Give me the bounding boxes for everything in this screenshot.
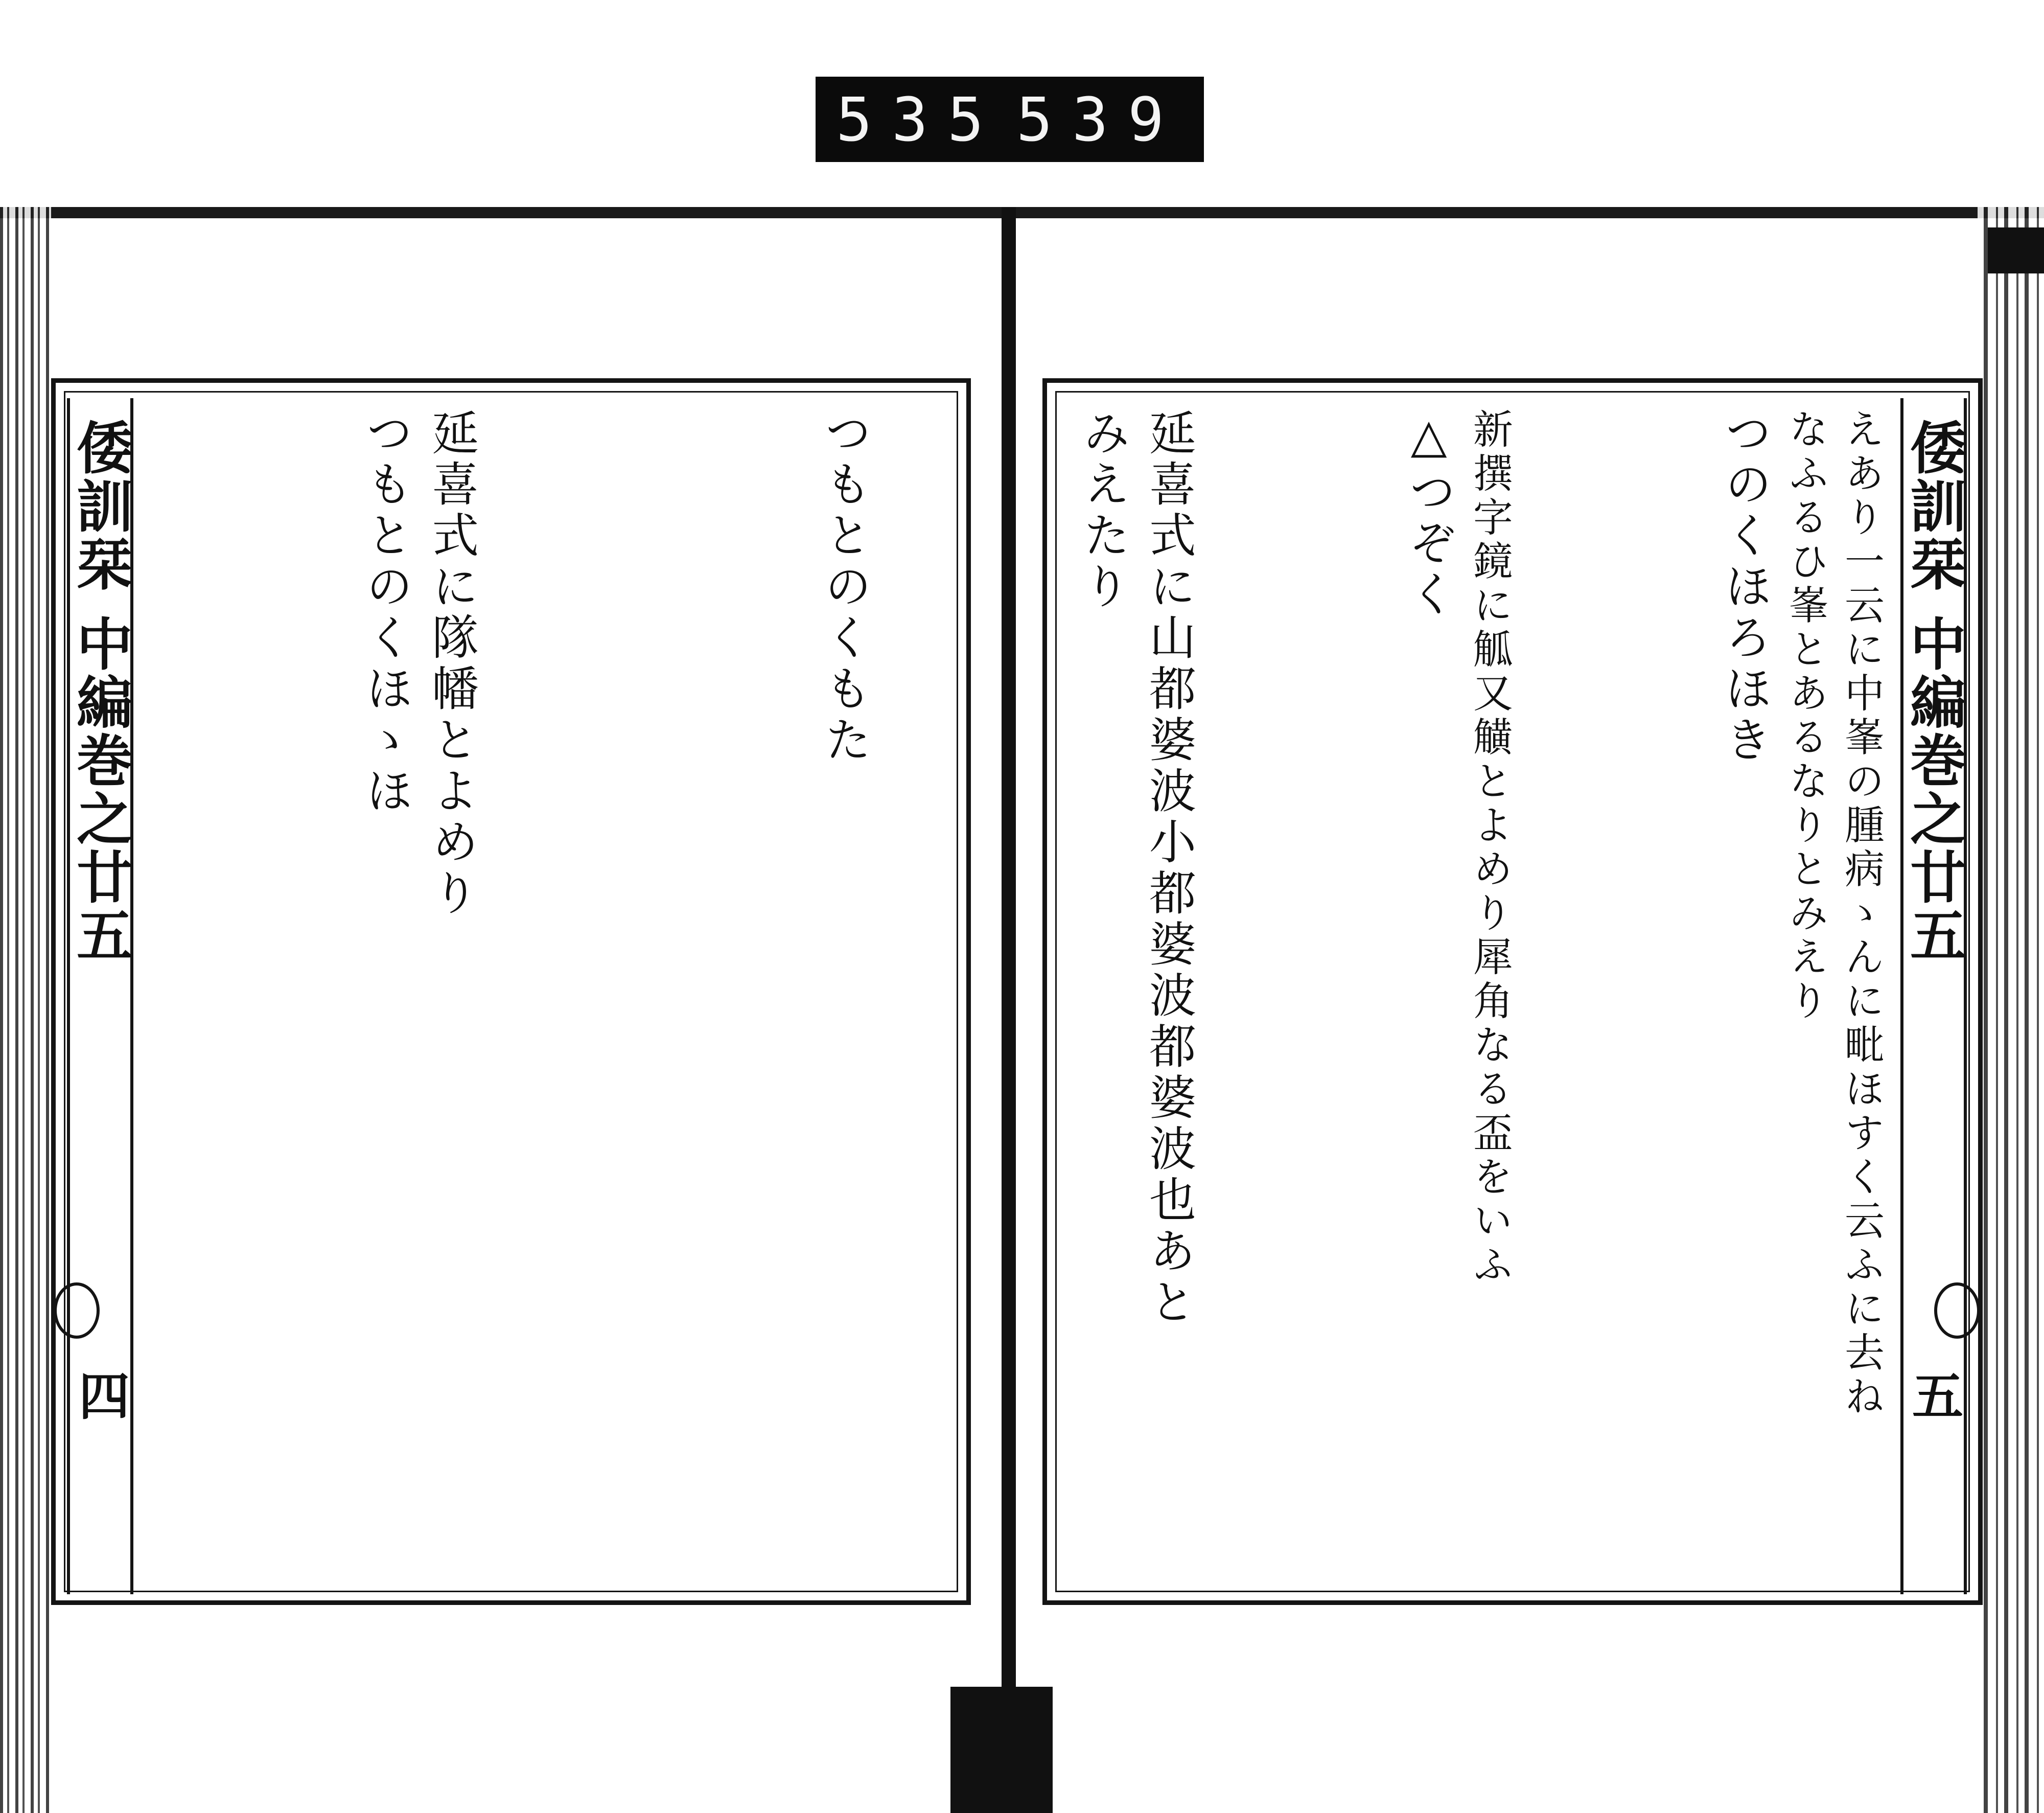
book-top-edge [0, 207, 2044, 218]
left-page-margin-column [67, 398, 133, 1594]
frame-number-left: 535 [836, 84, 1004, 155]
text-line: △つぞく [1401, 408, 1456, 621]
text-line: 延喜式に隊幡とよめり [424, 408, 479, 920]
book-right-tab [1988, 227, 2044, 273]
right-page-folio: 五 [1903, 1369, 1964, 1420]
text-line: みえたり [1076, 408, 1131, 613]
right-page-margin-column [1900, 398, 1967, 1594]
book-left-edge [0, 207, 51, 1813]
left-page-text [69, 408, 877, 1579]
right-page-text [1071, 408, 1889, 1579]
frame-number-right: 539 [1016, 84, 1183, 155]
left-page-folio: 四 [70, 1369, 130, 1420]
left-page-running-title: 倭訓栞 中編巻之廿五 [67, 419, 133, 965]
right-page-running-title: 倭訓栞 中編巻之廿五 [1901, 419, 1967, 965]
text-line: つのくほろほき [1717, 408, 1772, 766]
text-line: つもとのくほゝほ [358, 408, 413, 817]
left-page [51, 378, 971, 1605]
text-line: 新撰字鏡に觚又觵とよめり犀角なる盃をいふ [1466, 408, 1513, 1288]
frame-number-label [816, 77, 1204, 162]
text-line: つもとのくもた [817, 408, 872, 766]
text-line: なふるひ峯とあるなりとみえり [1782, 408, 1828, 1024]
right-page [1042, 378, 1983, 1605]
gutter-shadow [950, 1687, 1053, 1813]
book-right-edge [1978, 207, 2044, 1813]
text-line: えあり一云に中峯の腫病ゝんに毗ほすく云ふに去ね [1838, 408, 1884, 1419]
book-gutter [1002, 207, 1016, 1813]
text-line: 延喜式に山都婆波小都婆波都婆波也あと [1141, 408, 1196, 1328]
